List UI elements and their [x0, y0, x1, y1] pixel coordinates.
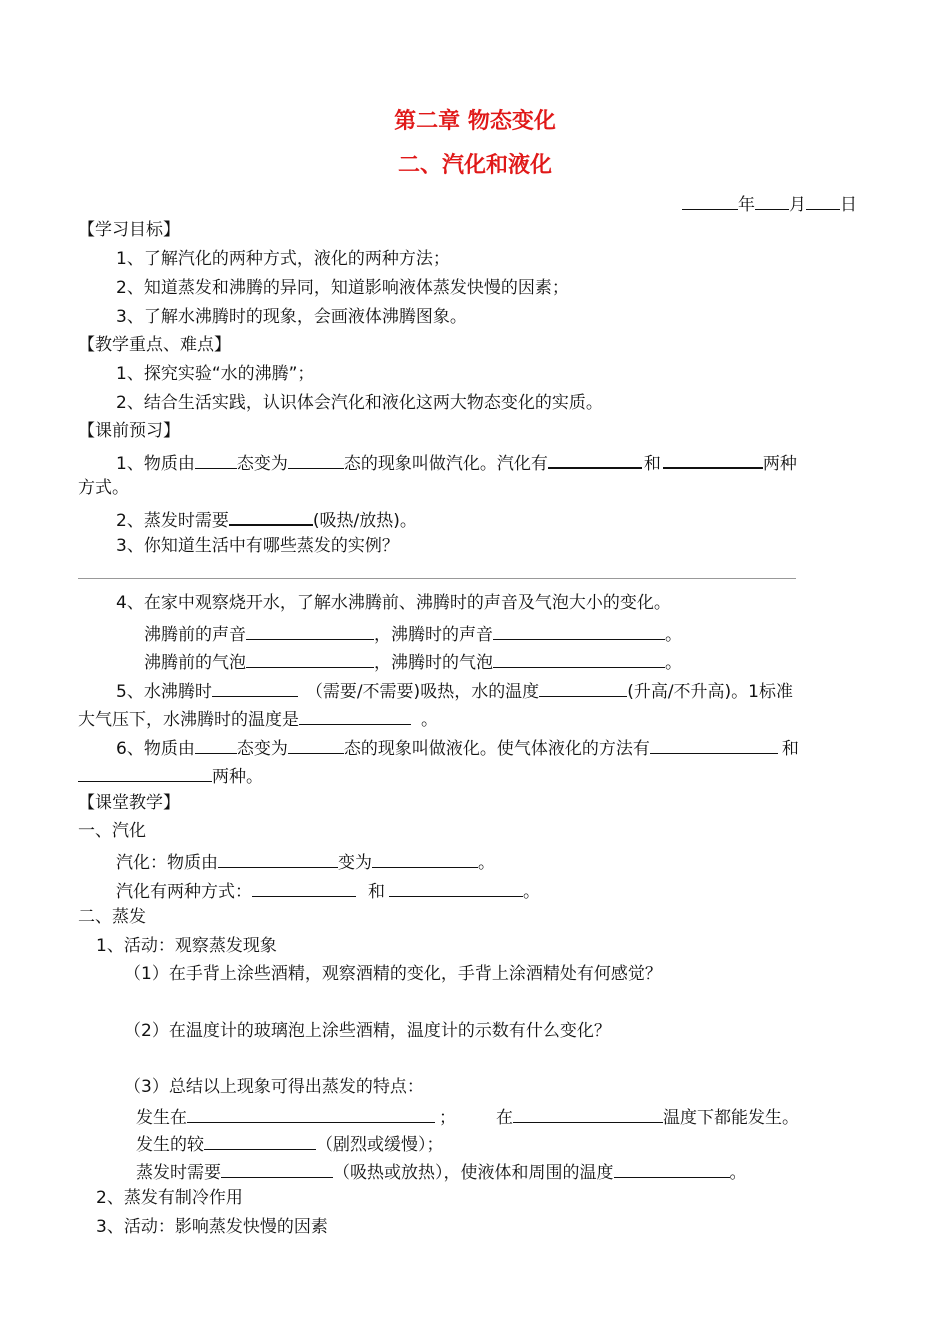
- q5-text: （需要/不需要)吸热，水的温度: [305, 682, 540, 702]
- q5-blank-3[interactable]: [299, 706, 411, 725]
- preview-q5-cont: [78, 706, 438, 731]
- activity-1-q1: （1）在手背上涂些酒精，观察酒精的变化，手背上涂酒精处有何感觉？: [124, 964, 662, 984]
- q4-blank-3[interactable]: [246, 649, 374, 668]
- goal-item: 3、了解水沸腾时的现象，会画液体沸腾图象。: [116, 307, 467, 327]
- q6-blank-1[interactable]: [195, 735, 237, 754]
- date-line: [682, 191, 857, 216]
- f1-text: ；: [439, 1108, 456, 1128]
- heading-evaporation: 二、蒸发: [78, 907, 146, 927]
- f3-text: （吸热或放热），使液体和周围的温度: [333, 1163, 614, 1183]
- day-blank[interactable]: [806, 191, 840, 210]
- q1-text: 态变为: [236, 454, 288, 474]
- q1-blank-2[interactable]: [288, 450, 344, 469]
- preview-header: 【课前预习】: [78, 421, 180, 441]
- q1-text: 两种: [762, 454, 797, 474]
- keypoints-header: 【教学重点、难点】: [78, 335, 231, 355]
- q4-text: ，沸腾时的气泡: [374, 653, 493, 673]
- q6-blank-2[interactable]: [288, 735, 344, 754]
- f1-text: 温度下都能发生。: [663, 1108, 799, 1128]
- month-label: 月: [789, 195, 806, 215]
- v1-text: 。: [478, 853, 495, 873]
- year-label: 年: [738, 195, 755, 215]
- f3-blank-1[interactable]: [221, 1159, 333, 1178]
- v2-blank-1[interactable]: [252, 878, 356, 897]
- answer-line[interactable]: [78, 578, 796, 579]
- q4-text: 。: [665, 653, 682, 673]
- q2-text: 2、蒸发时需要: [116, 511, 229, 531]
- vaporization-ways: [116, 878, 540, 903]
- day-label: 日: [840, 195, 857, 215]
- f3-text: 。: [729, 1163, 747, 1183]
- preview-q5: [116, 678, 793, 703]
- section-title: 二、汽化和液化: [397, 153, 552, 178]
- preview-q1: [116, 449, 797, 475]
- preview-q3: 3、你知道生活中有哪些蒸发的实例？: [116, 536, 399, 556]
- q5-blank-1[interactable]: [212, 678, 298, 697]
- feature-3: [136, 1159, 747, 1184]
- q5-text: 。: [421, 710, 438, 730]
- q6-text: 和: [781, 739, 799, 759]
- q4-text: 。: [665, 625, 682, 645]
- q4-text: 沸腾前的声音: [144, 625, 246, 645]
- keypoint-item: 1、探究实验“水的沸腾”；: [116, 364, 315, 384]
- point-3: 3、活动：影响蒸发快慢的因素: [96, 1217, 328, 1237]
- q5-text: 5、水沸腾时: [116, 682, 212, 702]
- q6-text: 两种。: [212, 767, 263, 787]
- keypoint-item: 2、结合生活实践，认识体会汽化和液化这两大物态变化的实质。: [116, 393, 603, 413]
- preview-q2: [116, 506, 417, 532]
- year-blank[interactable]: [682, 191, 738, 210]
- q5-text: (升高/不升高)。1标准: [627, 682, 793, 702]
- q1-blank-4[interactable]: [663, 449, 763, 469]
- v1-text: 变为: [338, 853, 372, 873]
- v2-text: 和: [368, 882, 385, 902]
- q1-text: 态的现象叫做汽化。汽化有: [343, 454, 548, 474]
- goals-header: 【学习目标】: [78, 220, 180, 240]
- vaporization-def: [116, 849, 495, 874]
- goal-item: 2、知道蒸发和沸腾的异同，知道影响液体蒸发快慢的因素；: [116, 278, 569, 298]
- v1-blank-1[interactable]: [218, 849, 338, 868]
- f1-blank-1[interactable]: [187, 1104, 435, 1123]
- preview-q4-bubble: [144, 649, 682, 674]
- preview-q4: 4、在家中观察烧开水，了解水沸腾前、沸腾时的声音及气泡大小的变化。: [116, 593, 671, 613]
- f1-text: 发生在: [136, 1108, 187, 1128]
- q1-text: 1、物质由: [116, 454, 195, 474]
- q5-blank-2[interactable]: [539, 678, 627, 697]
- q2-text: (吸热/放热)。: [312, 511, 417, 531]
- preview-q6-cont: [78, 763, 263, 788]
- q6-blank-4[interactable]: [78, 763, 212, 782]
- f3-blank-2[interactable]: [614, 1159, 730, 1178]
- q4-text: 沸腾前的气泡: [144, 653, 246, 673]
- feature-1: [136, 1104, 799, 1129]
- f2-text: 发生的较: [136, 1135, 204, 1155]
- preview-q6: [116, 735, 799, 760]
- chapter-title: 第二章 物态变化: [394, 109, 556, 134]
- f1-text: 在: [496, 1108, 513, 1128]
- q4-text: ，沸腾时的声音: [374, 625, 493, 645]
- point-2: 2、蒸发有制冷作用: [96, 1188, 243, 1208]
- class-header: 【课堂教学】: [78, 793, 180, 813]
- q1-text: 和: [643, 454, 661, 474]
- f3-text: 蒸发时需要: [136, 1163, 221, 1183]
- q4-blank-1[interactable]: [246, 621, 374, 640]
- q6-text: 态变为: [236, 739, 288, 759]
- q6-text: 态的现象叫做液化。使气体液化的方法有: [343, 739, 650, 759]
- q5-text: 大气压下，水沸腾时的温度是: [78, 710, 299, 730]
- q4-blank-2[interactable]: [493, 621, 665, 640]
- month-blank[interactable]: [755, 191, 789, 210]
- activity-1: 1、活动：观察蒸发现象: [96, 936, 277, 956]
- q6-text: 6、物质由: [116, 739, 195, 759]
- q1-blank-3[interactable]: [548, 449, 642, 469]
- v2-blank-2[interactable]: [389, 878, 523, 897]
- q4-blank-4[interactable]: [493, 649, 665, 668]
- f2-text: （剧烈或缓慢）；: [316, 1135, 444, 1155]
- activity-1-q3: （3）总结以上现象可得出蒸发的特点：: [124, 1077, 424, 1097]
- activity-1-q2: （2）在温度计的玻璃泡上涂些酒精，温度计的示数有什么变化？: [124, 1021, 611, 1041]
- f2-blank[interactable]: [204, 1131, 316, 1150]
- goal-item: 1、了解汽化的两种方式，液化的两种方法；: [116, 249, 450, 269]
- feature-2: [136, 1131, 444, 1156]
- preview-q1-cont: 方式。: [78, 478, 129, 498]
- preview-q4-sound: [144, 621, 682, 646]
- v2-text: 。: [523, 882, 540, 902]
- v2-text: 汽化有两种方式：: [116, 882, 252, 902]
- v1-blank-2[interactable]: [372, 849, 478, 868]
- v1-text: 汽化：物质由: [116, 853, 218, 873]
- f1-blank-2[interactable]: [513, 1104, 663, 1123]
- q6-blank-3[interactable]: [650, 735, 778, 754]
- q1-blank-1[interactable]: [195, 450, 237, 469]
- q2-blank[interactable]: [229, 506, 313, 526]
- heading-vaporization: 一、汽化: [78, 821, 146, 841]
